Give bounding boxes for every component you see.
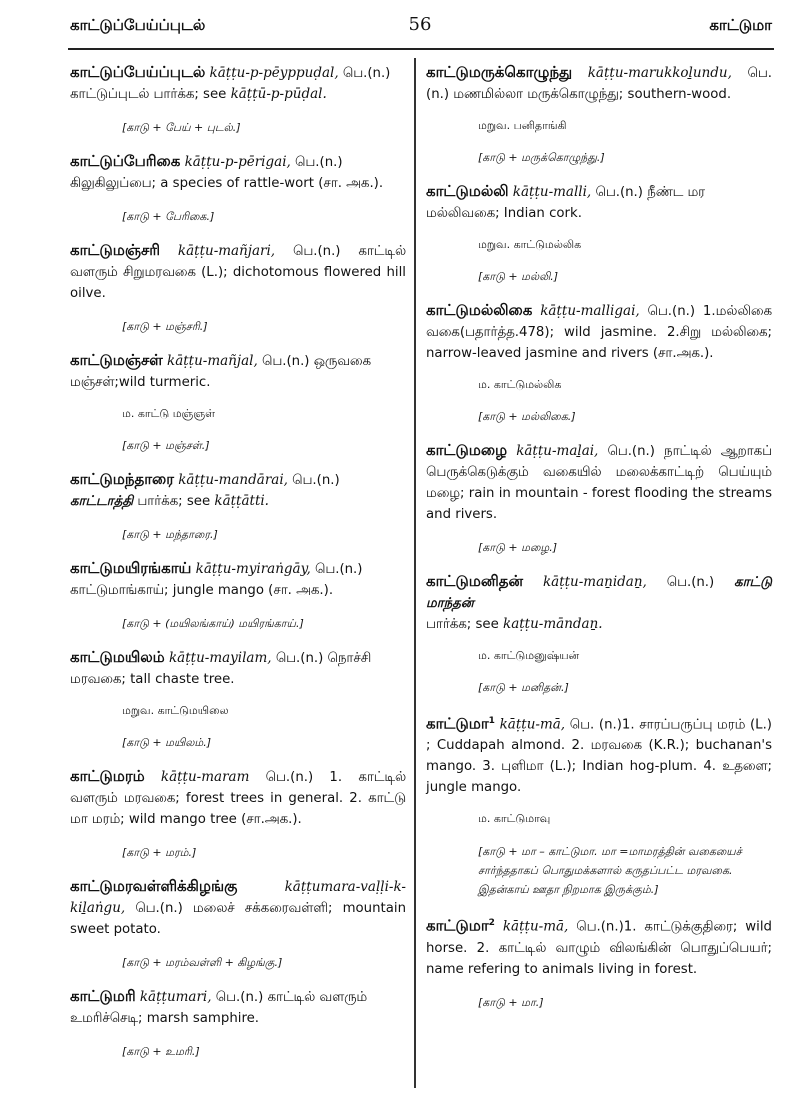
headword: காட்டுமல்லிகை [426,301,533,319]
headword: காட்டுமரவள்ளிக்கிழங்கு [70,877,238,895]
part-of-speech: பெ.(n.) [314,562,363,577]
dictionary-entry [426,913,772,979]
etymology: [காடு + மல்லிகை.] [478,410,576,423]
etymology: [காடு + மயிலம்.] [122,736,212,749]
definition: காட்டுமாங்காய்; jungle mango (சா. அக.). [70,583,334,598]
etymology: [காடு + மஞ்சள்.] [122,439,210,452]
transliteration: kāṭṭu-p-pēyppuḍal, [209,65,339,81]
etymology: [காடு + மா.] [478,995,544,1009]
page-header [0,0,800,46]
part-of-speech: பெ.(n.) ஒருவகை [262,354,372,369]
definition: மல்லிவகை; Indian cork. [426,206,582,221]
transliteration: kāṭṭu-marukkoḻundu, [587,65,732,81]
transliteration: kāṭṭu-mā, [502,918,569,935]
cognate-note: ம. காட்டு மஞ்ஞள் [122,407,216,420]
definition: பார்க்க; see [137,494,211,509]
headword: காட்டுமனிதன் [426,572,524,590]
dictionary-entry [70,151,406,194]
left-column [70,62,406,1075]
headword: காட்டுமருக்கொழுந்து [426,63,573,81]
tamil-reference: காட்டு மாந்தன் [426,575,772,611]
cognate-note: ம. காட்டுமாவு [478,812,551,826]
etymology: [காடு + மரம்.] [122,846,197,859]
homonym-number: 2 [488,918,495,929]
cross-reference: kāṭṭātti. [214,493,269,509]
etymology: [காடு + மா – காட்டுமா. மா =மாமரத்தின் வகையைச் சார்ந்ததாகப் பொதுமக்களால் கருதப்பட்ட மரவகை. இதன்காய் ஊதா நிறமாக இருக்கும்.] [478,845,742,897]
transliteration: kāṭṭu-maḻai, [516,443,599,459]
etymology: [காடு + மஞ்சரி.] [122,320,208,333]
etymology: [காடு + மழை.] [478,541,558,554]
dictionary-entry [70,350,406,393]
definition: மஞ்சள்;wild turmeric. [70,375,211,390]
etymology: [காடு + பேய் + புடல்.] [122,121,241,134]
part-of-speech: பெ.(n.) 1. காட்டில் வளரும் [70,770,406,806]
running-head-right: காட்டுமா [709,16,772,34]
headword: காட்டுமல்லி [426,182,509,200]
transliteration: kāṭṭu-mayilam, [168,650,272,666]
definition: காட்டுப்புடல் பார்க்க; see [70,87,227,102]
transliteration: kāṭṭumara-vaḷḷi-k-kiḻaṅgu, [70,879,406,916]
transliteration: kāṭṭu-mañjal, [167,353,258,369]
homonym-number: 1 [488,716,495,726]
headword: காட்டுமஞ்சள் [70,351,163,369]
part-of-speech: பெ.(n.) [295,155,343,170]
definition: மரவகை; forest trees in general. 2. காட்டு மா மரம்; wild mango tree (சா.அக.). [70,791,406,827]
transliteration: kāṭṭumari, [139,989,212,1005]
part-of-speech: பெ.(n.) காட்டில் [292,244,407,259]
part-of-speech: பெ.(n.) [342,66,391,81]
transliteration: kāṭṭu-maṉidaṉ, [542,574,647,590]
right-column [426,62,772,1026]
dictionary-entry [426,711,772,798]
dictionary-entry [70,647,406,690]
column-divider [414,58,416,1088]
headword: காட்டுமரம் [70,767,145,785]
part-of-speech: பெ.(n.) [292,473,340,488]
part-of-speech: பெ.(n.) காட்டில் வளரும் [215,990,368,1005]
etymology: [காடு + மந்தாரை.] [122,528,218,541]
definition: ; Cuddapah almond. 2. மரவகை (K.R.); buchanan's mango. 3. புளிமா (L.); Indian hog-plum. 4. உதளை; jungle mango. [426,738,772,796]
part-of-speech: பெ.(n.) நீண்ட மர [595,185,706,200]
dictionary-entry [426,571,772,635]
headword: காட்டுமயிலம் [70,648,165,666]
definition: பார்க்க; see [426,617,499,632]
definition: வகை(பதார்த்த.478); wild jasmine. 2.சிறு மல்லிகை; narrow-leaved jasmine and rivers (சா.அக.). [426,325,772,361]
cognate-note: ம. காட்டுமல்லிக [478,378,562,391]
transliteration: kāṭṭu-myiraṅgāy, [195,561,311,577]
etymology: [காடு + உமரி.] [122,1045,200,1058]
definition: வளரும் சிறுமரவகை (L.); dichotomous flowered hill oilve. [70,265,406,301]
header-rule [68,48,774,50]
headword: காட்டுமயிரங்காய் [70,559,192,577]
part-of-speech: பெ.(n.)1. காட்டுக்குதிரை; [576,919,738,935]
cognate-note: ம. காட்டுமனுஷ்யன் [478,649,580,662]
etymology: [காடு + (மயிலங்காய்) மயிரங்காய்.] [122,617,304,630]
part-of-speech: பெ.(n.) [666,575,715,590]
transliteration: kāṭṭu-malli, [512,184,592,200]
definition: பெருக்கெடுக்கும் வகையில் மலைக்காட்டிற் பெய்யும் மழை; rain in mountain - forest flooding the streams and rivers. [426,465,772,522]
synonym-note: மறுவ. பனிதாங்கி [478,119,567,132]
headword: காட்டுமா [426,714,489,733]
headword: காட்டுப்பேய்ப்புடல் [70,63,206,81]
etymology: [காடு + மல்லி.] [478,270,559,283]
dictionary-entry [426,181,772,224]
part-of-speech: பெ.(n.) நொச்சி [275,651,372,666]
part-of-speech: பெ.(n.) மணமில்லா மருக்கொழுந்து; southern-wood. [426,66,773,102]
transliteration: kāṭṭu-maram [160,769,250,785]
etymology: [காடு + பேரிகை.] [122,210,215,223]
dictionary-entry [70,558,406,601]
part-of-speech: பெ.(n.) மலைச் சக்கரைவள்ளி; mountain sweet potato. [70,901,406,937]
transliteration: kāṭṭu-mañjari, [177,243,276,259]
headword: காட்டுமந்தாரை [70,470,175,488]
running-head-left: காட்டுப்பேய்ப்புடல் [70,16,206,34]
dictionary-entry [70,240,406,304]
part-of-speech: பெ.(n.) 1.மல்லிகை [647,304,772,319]
dictionary-entry [70,876,406,940]
dictionary-entry [70,986,406,1029]
headword: காட்டுமழை [426,441,508,459]
dictionary-entry [70,766,406,830]
synonym-note: மறுவ. காட்டுமயிலை [122,704,229,717]
cross-reference: kaṭṭu-māndaṉ. [503,616,603,632]
dictionary-entry [70,62,406,105]
transliteration: kāṭṭu-malligai, [540,303,640,319]
definition: கிலுகிலுப்பை; a species of rattle-wort (சா. அக.). [70,176,384,191]
etymology: [காடு + மரம்வள்ளி + கிழங்கு.] [122,956,283,969]
etymology: [காடு + மருக்கொழுந்து.] [478,151,605,164]
part-of-speech: பெ. (n.)1. சாரப்பருப்பு மரம் (L.) [569,717,772,733]
tamil-reference: காட்டாத்தி [70,494,134,509]
definition: மரவகை; tall chaste tree. [70,672,235,687]
dictionary-entry [426,440,772,525]
etymology: [காடு + மனிதன்.] [478,681,569,694]
definition: wild horse. 2. காட்டில் வாழும் விலங்கின் பொதுப்பெயர்; name refering to animals living in forest. [426,919,772,977]
transliteration: kāṭṭu-p-pērigai, [184,154,291,170]
headword: காட்டுமரி [70,987,136,1005]
headword: காட்டுப்பேரிகை [70,152,181,170]
definition: உமரிச்செடி; marsh samphire. [70,1011,260,1026]
transliteration: kāṭṭu-mandārai, [178,472,288,488]
dictionary-entry [426,62,772,105]
cross-reference: kāṭṭū-p-pūḍal. [230,86,327,102]
part-of-speech: பெ.(n.) நாட்டில் ஆறாகப் [607,444,773,459]
page-number: 56 [408,14,432,35]
synonym-note: மறுவ. காட்டுமல்லிக [478,238,582,251]
headword: காட்டுமா [426,916,489,935]
headword: காட்டுமஞ்சரி [70,241,161,259]
transliteration: kāṭṭu-mā, [499,716,566,733]
dictionary-entry [426,300,772,364]
dictionary-entry [70,469,406,512]
